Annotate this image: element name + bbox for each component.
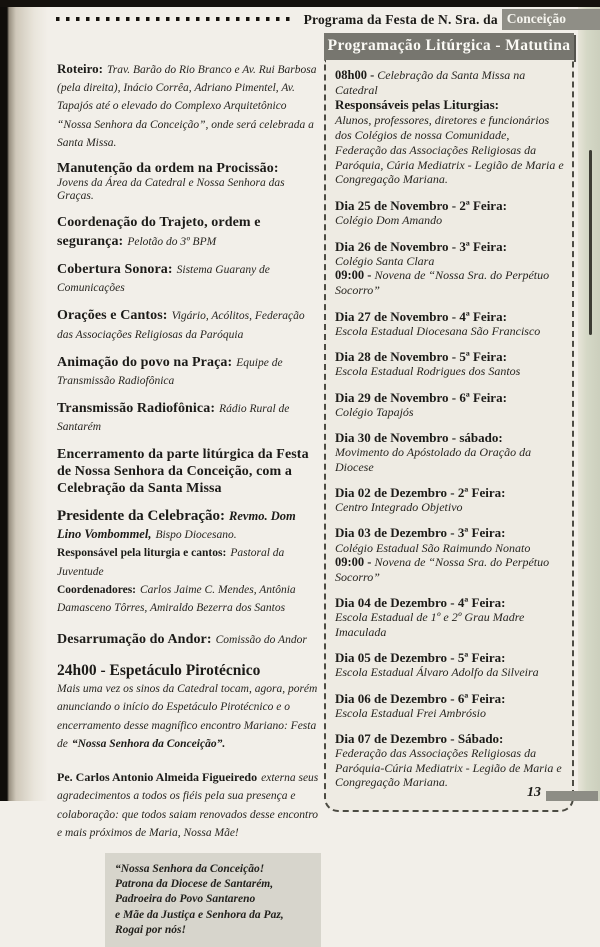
section-presidente <box>57 507 321 616</box>
section-label: Cobertura Sonora: <box>57 262 173 277</box>
responsibles-text: Alunos, professores, diretores e funcionários dos Colégios de nossa Comunidade, Federação das Associações Religiosas da Paróquia, Cúria Mediatrix - Legião de Maria e Congregação Mariana. <box>335 113 564 187</box>
entry-title: Dia 07 de Dezembro - Sábado: <box>335 731 564 746</box>
schedule-entry <box>335 349 564 378</box>
entry-title: Dia 26 de Novembro - 3ª Feira: <box>335 239 564 254</box>
right-column <box>324 33 574 812</box>
page-number: 13 <box>527 785 541 801</box>
schedule-entry <box>335 239 564 298</box>
section-text: Mais uma vez os sinos da Catedral tocam, agora, porém anunciando o início do Espetáculo Pirotécnico e o encerramento desse magnífico encontro Mariano: Festa de <box>57 683 317 750</box>
footer-bar <box>546 791 598 801</box>
schedule-entry <box>335 198 564 227</box>
entry-title: Dia 05 de Dezembro - 5ª Feira: <box>335 650 564 665</box>
section-agradecimento <box>57 768 321 841</box>
section-text: Pelotão do 3º BPM <box>127 236 216 248</box>
section-heading: 24h00 - Espetáculo Pirotécnico <box>57 662 321 680</box>
scan-top-edge <box>0 0 600 7</box>
coordinators-text: Carlos Jaime C. Mendes, Antônia Damasceno Tôrres, Amiraldo Bezerra dos Santos <box>57 584 296 614</box>
section-text: Trav. Barão do Rio Branco e Av. Rui Barbosa (pela direita), Inácio Corrêa, Adriano Pimentel, Av. Tapajós até o elevado do Complexo Arquitetônico “Nossa Senhora da Conceição”, onde será celebrada a Santa Missa. <box>57 64 317 149</box>
entry-novena-time: 09:00 - <box>335 555 371 569</box>
quote-line: Patrona da Diocese de Santarém, <box>115 877 311 892</box>
section-label: Desarrumação do Andor: <box>57 632 212 647</box>
section-label: Manutenção da ordem na Procissão: <box>57 161 321 177</box>
schedule-entry <box>335 485 564 514</box>
page-title: Programa da Festa de N. Sra. da <box>304 12 498 28</box>
entry-venue: Escola Estadual Rodrigues dos Santos <box>335 364 564 378</box>
entry-venue: Colégio Santa Clara <box>335 254 564 268</box>
section-label: Orações e Cantos: <box>57 308 168 323</box>
book-spine-shadow <box>0 0 48 801</box>
page-header <box>56 10 600 29</box>
section-label: Transmissão Radiofônica: <box>57 401 215 416</box>
section-text-bold: “Nossa Senhora da Conceição”. <box>72 738 225 750</box>
section-animacao <box>57 353 321 389</box>
section-text: Vigário, Acólitos, Federação das Associações Religiosas da Paróquia <box>57 310 305 340</box>
priest-text: externa seus agradecimentos a todos os fiéis pela sua presença e colaboração: que todos saiam renovados desse encontro e mais próximos de Maria, Nossa Mãe! <box>57 772 318 839</box>
section-text: Jovens da Área da Catedral e Nossa Senhora das Graças. <box>57 177 321 203</box>
section-text: Sistema Guarany de Comunicações <box>57 264 270 294</box>
liturgy-resp-text: Pastoral da Juventude <box>57 547 284 577</box>
schedule-entries <box>335 198 564 789</box>
section-transmissao <box>57 399 321 435</box>
section-encerramento <box>57 446 321 497</box>
quote-line: “Nossa Senhora da Conceição! <box>115 862 311 877</box>
entry-title: Dia 30 de Novembro - sábado: <box>335 430 564 445</box>
schedule-entry <box>335 525 564 584</box>
schedule-entry <box>335 430 564 474</box>
section-label: Presidente da Celebração: <box>57 508 225 524</box>
entry-venue: Escola Estadual Frei Ambrósio <box>335 706 564 720</box>
entry-title: Dia 28 de Novembro - 5ª Feira: <box>335 349 564 364</box>
entry-novena-text: Novena de “Nossa Sra. do Perpétuo Socorro” <box>335 555 549 584</box>
celebrant-name: Revmo. Dom Lino Vombommel, <box>57 509 296 541</box>
entry-venue: Colégio Tapajós <box>335 405 564 419</box>
entry-title: Dia 29 de Novembro - 6ª Feira: <box>335 390 564 405</box>
schedule-entry <box>335 731 564 789</box>
entry-venue: Colégio Estadual São Raimundo Nonato <box>335 541 564 555</box>
section-desarrumacao <box>57 630 321 648</box>
entry-novena-line <box>335 268 564 297</box>
entry-title: Dia 02 de Dezembro - 2ª Feira: <box>335 485 564 500</box>
page-title-highlight: Conceição <box>502 9 600 30</box>
section-espetaculo <box>57 662 321 753</box>
entry-novena-time: 09:00 - <box>335 268 371 282</box>
dotted-leader-line <box>56 17 296 21</box>
opening-desc: Celebração da Santa Missa na Catedral <box>335 68 525 97</box>
liturgy-resp-label: Responsável pela liturgia e cantos: <box>57 547 226 559</box>
section-text: Equipe de Transmissão Radiofônica <box>57 357 283 387</box>
entry-venue: Escola Estadual Álvaro Adolfo da Silveira <box>335 665 564 679</box>
section-text: Comissão do Andor <box>216 634 307 646</box>
entry-venue: Escola Estadual Diocesana São Francisco <box>335 324 564 338</box>
schedule-opening-entry <box>335 68 564 187</box>
section-roteiro <box>57 60 321 151</box>
entry-venue: Centro Integrado Objetivo <box>335 500 564 514</box>
left-column <box>57 60 321 947</box>
priest-name: Pe. Carlos Antonio Almeida Figueiredo <box>57 770 257 784</box>
quote-box <box>105 853 321 947</box>
responsibles-label: Responsáveis pelas Liturgias: <box>335 97 564 113</box>
section-label: Animação do povo na Praça: <box>57 355 232 370</box>
section-cobertura <box>57 260 321 296</box>
section-label: Coordenação do Trajeto, ordem e segurança: <box>57 215 261 248</box>
entry-title: Dia 03 de Dezembro - 3ª Feira: <box>335 525 564 540</box>
entry-venue: Movimento do Apóstolado da Oração da Diocese <box>335 445 564 474</box>
entry-novena-line <box>335 555 564 584</box>
celebrant-role: Bispo Diocesano. <box>155 529 236 541</box>
entry-venue: Colégio Dom Amando <box>335 213 564 227</box>
entry-venue: Federação das Associações Religiosas da Paróquia-Cúria Mediatrix - Legião de Maria e Congregação Mariana. <box>335 746 564 789</box>
liturgy-program-header: Programação Litúrgica - Matutina <box>324 33 574 60</box>
schedule-entry <box>335 595 564 639</box>
schedule-entry <box>335 309 564 338</box>
section-text: Rádio Rural de Santarém <box>57 403 289 433</box>
page-edge-line <box>589 150 592 335</box>
schedule-entry <box>335 691 564 720</box>
section-label: Roteiro: <box>57 61 103 76</box>
schedule-box <box>324 60 574 812</box>
quote-line: Padroeira do Povo Santareno <box>115 892 311 907</box>
entry-title: Dia 06 de Dezembro - 6ª Feira: <box>335 691 564 706</box>
entry-title: Dia 27 de Novembro - 4ª Feira: <box>335 309 564 324</box>
section-manutencao <box>57 161 321 203</box>
schedule-entry <box>335 390 564 419</box>
entry-novena-text: Novena de “Nossa Sra. do Perpétuo Socorro” <box>335 268 549 297</box>
quote-line: Rogai por nós! <box>115 923 311 938</box>
coordinators-label: Coordenadores: <box>57 584 136 596</box>
page-right-edge <box>578 0 600 801</box>
quote-line: e Mãe da Justiça e Senhora da Paz, <box>115 908 311 923</box>
opening-time: 08h00 - <box>335 68 374 82</box>
entry-venue: Escola Estadual de 1º e 2º Grau Madre Imaculada <box>335 610 564 639</box>
schedule-entry <box>335 650 564 679</box>
section-oracoes <box>57 306 321 342</box>
entry-title: Dia 04 de Dezembro - 4ª Feira: <box>335 595 564 610</box>
section-coordenacao <box>57 213 321 249</box>
section-label: Encerramento da parte litúrgica da Festa de Nossa Senhora da Conceição, com a Celebração da Santa Missa <box>57 446 321 497</box>
opening-line <box>335 68 564 97</box>
entry-title: Dia 25 de Novembro - 2ª Feira: <box>335 198 564 213</box>
